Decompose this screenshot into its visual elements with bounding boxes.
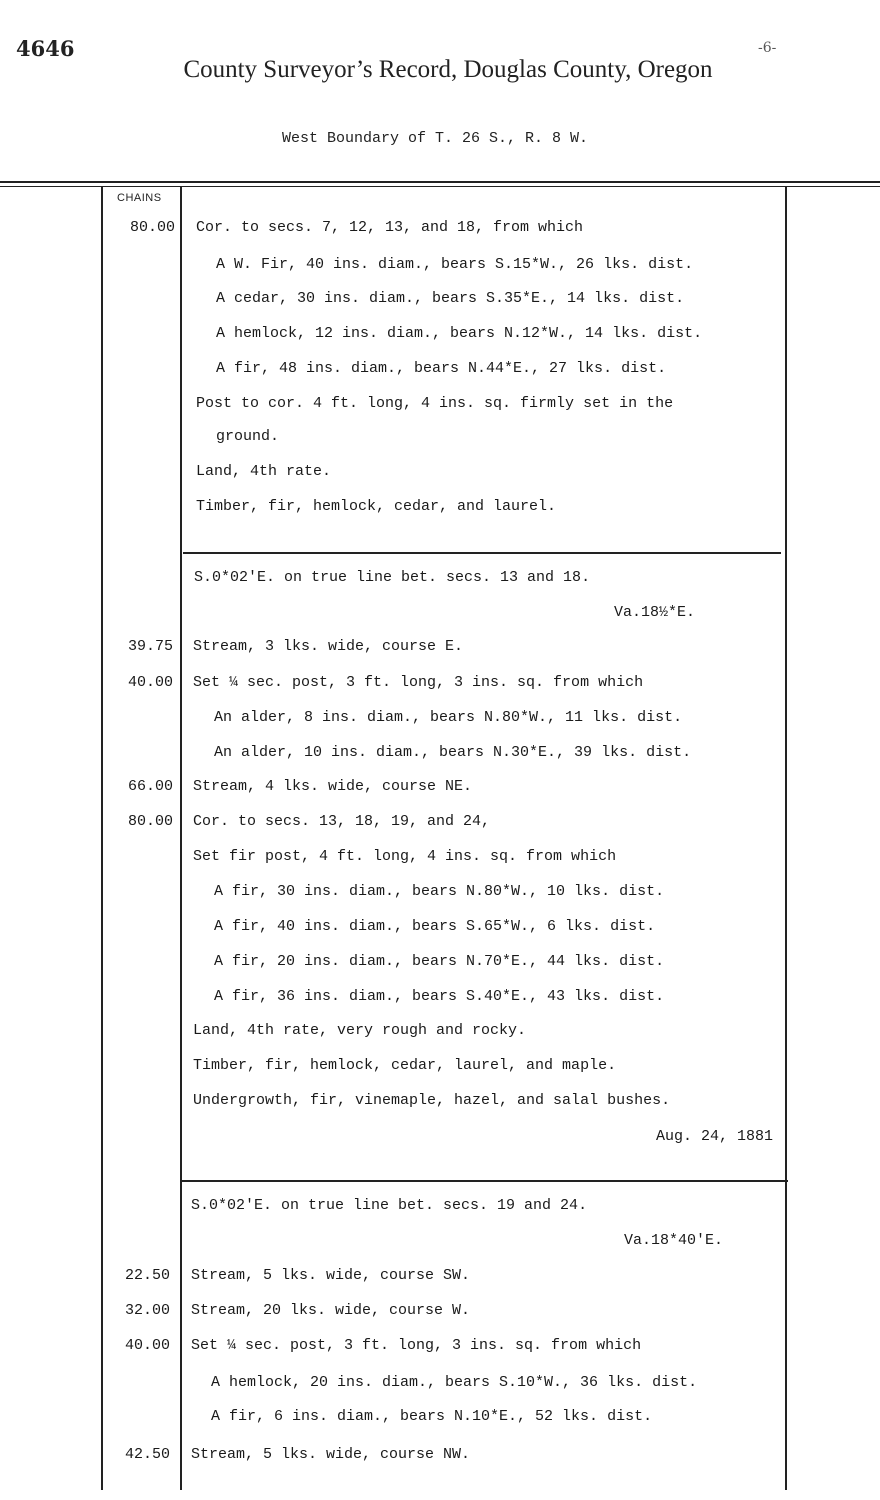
entry-line: Set ¼ sec. post, 3 ft. long, 3 ins. sq. from which: [191, 1337, 642, 1354]
record-subtitle: West Boundary of T. 26 S., R. 8 W.: [281, 130, 589, 147]
table-right-border: [785, 186, 787, 1490]
entry-line: Land, 4th rate.: [196, 463, 332, 480]
entry-line: Timber, fir, hemlock, cedar, and laurel.: [196, 498, 557, 515]
entry-line: A cedar, 30 ins. diam., bears S.35*E., 14 lks. dist.: [216, 290, 685, 307]
chains-column-header: CHAINS: [117, 192, 162, 204]
chain-value: 40.00: [127, 674, 173, 691]
entry-line: A fir, 30 ins. diam., bears N.80*W., 10 lks. dist.: [214, 883, 665, 900]
entry-line: Timber, fir, hemlock, cedar, laurel, and maple.: [193, 1057, 617, 1074]
chain-value: 40.00: [124, 1337, 170, 1354]
entry-line: Set fir post, 4 ft. long, 4 ins. sq. from which: [193, 848, 617, 865]
entry-line: A W. Fir, 40 ins. diam., bears S.15*W., 26 lks. dist.: [216, 256, 694, 273]
entry-line: Post to cor. 4 ft. long, 4 ins. sq. firmly set in the: [196, 395, 674, 412]
page-title: County Surveyor’s Record, Douglas County, Oregon: [183, 56, 713, 83]
entry-line: Stream, 3 lks. wide, course E.: [193, 638, 464, 655]
line-heading: S.0*02'E. on true line bet. secs. 13 and 18.: [194, 569, 591, 586]
chains-column-divider: [180, 186, 182, 1490]
entry-line: Land, 4th rate, very rough and rocky.: [193, 1022, 527, 1039]
section-divider-2: [180, 1180, 788, 1182]
entry-line: Stream, 4 lks. wide, course NE.: [193, 778, 473, 795]
entry-line: A fir, 36 ins. diam., bears S.40*E., 43 lks. dist.: [214, 988, 665, 1005]
magnetic-variation: Va.18*40'E.: [623, 1232, 723, 1249]
magnetic-variation: Va.18½*E.: [613, 604, 695, 621]
chain-value: 66.00: [127, 778, 173, 795]
chain-value: 22.50: [124, 1267, 170, 1284]
page-number: 4646: [16, 36, 75, 61]
entry-line: ground.: [216, 428, 280, 445]
entry-line: A fir, 20 ins. diam., bears N.70*E., 44 lks. dist.: [214, 953, 665, 970]
header-rule-thin: [0, 186, 880, 187]
entry-line: Stream, 5 lks. wide, course SW.: [191, 1267, 471, 1284]
header-rule-thick: [0, 181, 880, 183]
entry-line: Cor. to secs. 7, 12, 13, and 18, from which: [196, 219, 584, 236]
entry-line: A hemlock, 12 ins. diam., bears N.12*W., 14 lks. dist.: [216, 325, 703, 342]
entry-line: A hemlock, 20 ins. diam., bears S.10*W., 36 lks. dist.: [211, 1374, 698, 1391]
chain-value: 32.00: [124, 1302, 170, 1319]
entry-line: An alder, 8 ins. diam., bears N.80*W., 11 lks. dist.: [214, 709, 683, 726]
entry-line: Cor. to secs. 13, 18, 19, and 24,: [193, 813, 491, 830]
chain-value: 39.75: [127, 638, 173, 655]
entry-line: A fir, 40 ins. diam., bears S.65*W., 6 lks. dist.: [214, 918, 656, 935]
entry-line: Stream, 20 lks. wide, course W.: [191, 1302, 471, 1319]
entry-line: Stream, 5 lks. wide, course NW.: [191, 1446, 471, 1463]
chain-value: 42.50: [124, 1446, 170, 1463]
line-heading: S.0*02'E. on true line bet. secs. 19 and 24.: [191, 1197, 588, 1214]
table-left-border: [101, 186, 103, 1490]
corner-mark: -6-: [758, 40, 777, 56]
entry-line: An alder, 10 ins. diam., bears N.30*E., 39 lks. dist.: [214, 744, 692, 761]
entry-line: Undergrowth, fir, vinemaple, hazel, and salal bushes.: [193, 1092, 671, 1109]
chain-value: 80.00: [129, 219, 175, 236]
chain-value: 80.00: [127, 813, 173, 830]
section-divider-1: [183, 552, 781, 554]
survey-date: Aug. 24, 1881: [655, 1128, 773, 1145]
entry-line: A fir, 6 ins. diam., bears N.10*E., 52 lks. dist.: [211, 1408, 653, 1425]
entry-line: A fir, 48 ins. diam., bears N.44*E., 27 lks. dist.: [216, 360, 667, 377]
entry-line: Set ¼ sec. post, 3 ft. long, 3 ins. sq. from which: [193, 674, 644, 691]
